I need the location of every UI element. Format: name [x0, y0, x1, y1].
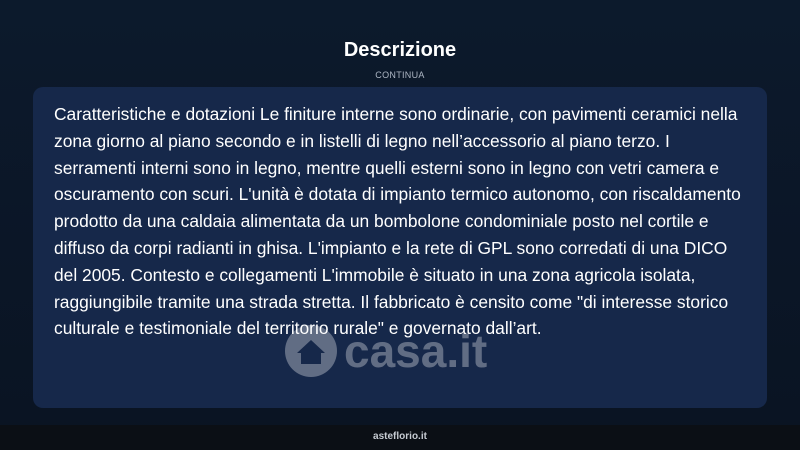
description-card: [33, 87, 767, 408]
description-text: Caratteristiche e dotazioni Le finiture interne sono ordinarie, con pavimenti ceramici nella zona giorno al piano secondo e in listelli di legno nell’accessorio al piano terzo. I serramenti interni sono in legno, mentre quelli esterni sono in legno con vetri camera e oscuramento con scuri. L'unità è dotata di impianto termico autonomo, con riscaldamento prodotto da una caldaia alimentata da un bombolone condominiale posto nel cortile e diffuso da corpi radianti in ghisa. L'impianto e la rete di GPL sono corredati di una DICO del 2005. Contesto e collegamenti L'immobile è situato in una zona agricola isolata, raggiungibile tramite una strada stretta. Il fabbricato è censito come "di interesse storico culturale e testimoniale del territorio rurale" e governato dall’art.: [54, 104, 741, 339]
page-title: Descrizione: [343, 39, 457, 61]
watermark-text: casa.it: [344, 325, 488, 377]
continue-link[interactable]: CONTINUA: [375, 70, 425, 80]
footer-source-link[interactable]: asteflorio.it: [373, 431, 427, 442]
